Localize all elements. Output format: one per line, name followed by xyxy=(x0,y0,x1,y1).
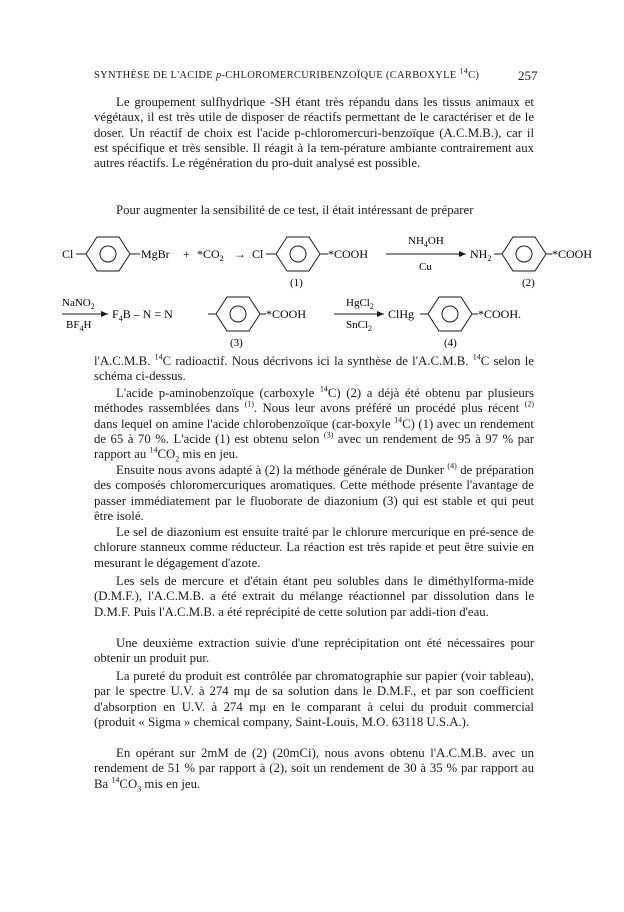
reaction-scheme xyxy=(62,222,602,352)
scheme-diazonium: $F_4B - N = N$ xyxy=(112,307,173,323)
scheme-reagent-sncl2: SnCl$_2$ xyxy=(346,319,373,333)
benzene-ring-4 xyxy=(216,297,260,331)
scheme-cooh-3: *COOH xyxy=(266,307,307,321)
scheme-mgbr: MgBr xyxy=(141,247,170,261)
paragraph-diazonium: Le sel de diazonium est ensuite traité par le chlorure mercurique en pré-sence de chlorure stanneux comme réducteur. La réaction est très rapide et peut être suivie en mesurant le dégagement d'azote. xyxy=(94,525,534,570)
scheme-cooh-2: *COOH xyxy=(552,247,593,261)
benzene-ring-3 xyxy=(502,237,546,271)
paragraph-extraction: Une deuxième extraction suivie d'une reprécipitation ont été nécessaires pour obtenir un produit pur. xyxy=(94,636,534,666)
scheme-reagent-cu: Cu xyxy=(419,261,432,273)
scheme-plus: + xyxy=(183,247,190,261)
scheme-clhg: ClHg xyxy=(388,307,415,321)
paragraph-description: l'A.C.M.B. $^{14}$C radioactif. Nous décrivons ici la synthèse de l'A.C.M.B. $^{14}$C selon le schéma ci-dessus. xyxy=(94,352,534,384)
paragraph-purpose: Pour augmenter la sensibilité de ce test, il était intéressant de préparer xyxy=(116,203,474,217)
running-header: SYNTHÈSE DE L'ACIDE p-CHLOROMERCURIBENZOÏQUE (CARBOXYLE $^{14}$C) xyxy=(94,66,480,81)
scheme-cooh-4: *COOH. xyxy=(478,307,522,321)
scheme-label-1: (1) xyxy=(290,277,303,289)
paragraph-yield: En opérant sur 2mM de (2) (20mCi), nous avons obtenu l'A.C.M.B. avec un rendement de 51 % par rapport à (2), soit un rendement de 30 à 35 % par rapport au Ba $^{14}CO_3$ mis en jeu. xyxy=(94,746,534,794)
scheme-label-4: (4) xyxy=(444,337,457,349)
scheme-cl-mid: Cl xyxy=(252,247,264,261)
scheme-label-3: (3) xyxy=(230,337,243,349)
benzene-ring-5 xyxy=(428,297,472,331)
paragraph-purity: La pureté du produit est contrôlée par chromatographie sur papier (voir tableau), par le spectre U.V. à 274 mμ de sa solution dans le D.M.F., et par son coefficient d'absorption en U.V. à 274 mμ en le comparant à celui du produit commercial (produit « Sigma » chemical company, Saint-Louis, M.O. 63118 U.S.A.). xyxy=(94,669,534,729)
scheme-reagent-nano2: NaNO$_2$ xyxy=(62,297,95,311)
scheme-reagent-nh4oh: $NH_4OH$ xyxy=(408,235,444,249)
paragraph-intro: Le groupement sulfhydrique -SH étant très répandu dans les tissus animaux et végétaux, il est très utile de disposer de réactifs permettant de le caractériser et de le doser. Un réactif de choix est l'acide p-chloromercuri-benzoïque (A.C.M.B.), car il est spécifique et très sensible. Il réagit à la tem-pérature ambiante contrairement aux autres réactifs. Le régénération du pro-duit analysé est possible. xyxy=(94,95,534,171)
scheme-reagent-bf4h: $BF_4H$ xyxy=(66,319,92,333)
scheme-label-2: (2) xyxy=(522,277,535,289)
benzene-ring-1 xyxy=(86,237,130,271)
scheme-cooh-1: *COOH xyxy=(328,247,369,261)
scheme-arrow-1: → xyxy=(234,247,246,261)
paragraph-dunker: Ensuite nous avons adapté à (2) la méthode générale de Dunker $^{(4)}$ de préparation des composés chloromercuriques aromatiques. Cette méthode présente l'avantage de passer immédiatement par le fluoborate de diazonium (3) qui est stable et qui peut être isolé. xyxy=(94,461,534,523)
paragraph-aminobenzoic: L'acide p-aminobenzoïque (carboxyle $^{14}$C) (2) a déjà été obtenu par plusieurs méthodes rassemblées dans $^{(1)}$. Nous leur avons préféré un procédé plus récent $^{(2)}$ dans lequel on amine l'acide chlorobenzoïque (car-boxyle $^{14}$C) (1) avec un rendement de 65 à 70 %. L'acide (1) est obtenu selon $^{(3)}$ avec un rendement de 95 à 97 % par rapport au $^{14}CO_2$ mis en jeu. xyxy=(94,384,534,464)
scheme-nh2: $NH_2$ xyxy=(470,247,492,263)
paragraph-dmf: Les sels de mercure et d'étain étant peu solubles dans le diméthylforma-mide (D.M.F.), l'A.C.M.B. a été extrait du mélange réactionnel par dissolution dans le D.M.F. Puis l'A.C.M.B. a été reprécipité de cette solution par addi-tion d'eau. xyxy=(94,574,534,619)
scheme-reagent-hgcl2: HgCl$_2$ xyxy=(346,297,374,311)
scheme-co2: $*CO_2$ xyxy=(197,247,224,263)
page-number: 257 xyxy=(518,68,538,83)
scheme-cl-left: Cl xyxy=(62,247,74,261)
benzene-ring-2 xyxy=(276,237,320,271)
